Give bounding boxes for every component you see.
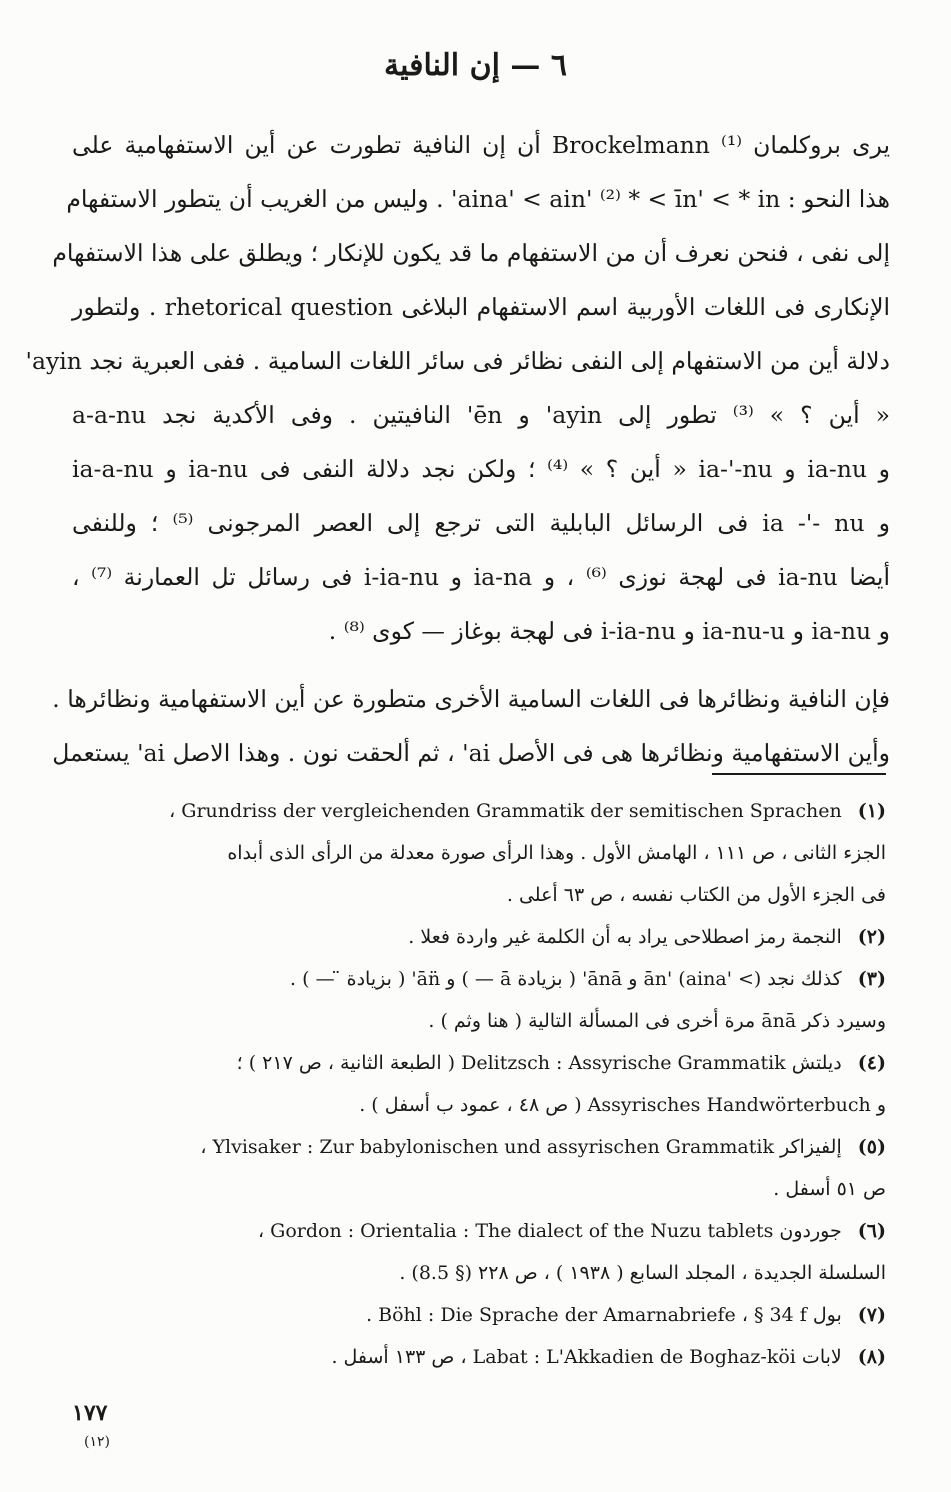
footnote-7 (72, 1294, 886, 1336)
footnote-text: السلسلة الجديدة ، المجلد السابع ( ١٩٣٨ ) ، ص ٢٢٨ (§ 8.5) . (399, 1262, 886, 1284)
footnote-number: (٧) (857, 1304, 886, 1326)
section-title: ٦ — إن النافية (384, 48, 567, 83)
footnote-2 (72, 916, 886, 958)
footnote-number: (٥) (857, 1136, 886, 1158)
footnote-text: بول Böhl : Die Sprache der Amarnabriefe ، § 34 f . (366, 1304, 842, 1326)
footnote-separator (712, 773, 886, 775)
footnote-text: فى الجزء الأول من الكتاب نفسه ، ص ٦٣ أعلى . (506, 884, 886, 906)
footnote-text: ص ٥١ أسفل . (773, 1178, 886, 1200)
footnote-4 (72, 1042, 886, 1126)
text-line: و ia-nu و ia-nu-u و i-ia-nu فى لهجة بوغاز — كوى ⁽⁸⁾ . (328, 617, 890, 645)
footnote-3 (72, 958, 886, 1042)
text-line: إلى نفى ، فنحن نعرف أن من الاستفهام ما قد يكون للإنكار ؛ ويطلق على هذا الاستفهام (52, 239, 890, 267)
footnote-number: (٢) (857, 926, 886, 948)
page-number: ١٧٧ (72, 1400, 108, 1426)
footnote-6 (72, 1210, 886, 1294)
paragraph-2 (52, 672, 890, 780)
footnote-text: جوردون Gordon : Orientalia : The dialect of the Nuzu tablets ، (257, 1220, 842, 1242)
text-line: الإنكارى فى اللغات الأوربية اسم الاستفهام البلاغى rhetorical question . ولتطور (72, 293, 891, 321)
footnote-text: لابات Labat : L'Akkadien de Boghaz-köi ، ص ١٣٣ أسفل . (331, 1346, 842, 1368)
paragraph-1 (25, 118, 891, 658)
footnote-number: (٦) (857, 1220, 886, 1242)
text-line: « أين ؟ » ⁽³⁾ تطور إلى ayin' و ēn' النافيتين . وفى الأكدية نجد a-a-nu (72, 401, 891, 429)
footnote-number: (٤) (857, 1052, 886, 1074)
text-line: هذا النحو : aina' < ain' ⁽²⁾ * < īn' < * in' . وليس من الغريب أن يتطور الاستفهام (66, 185, 890, 213)
footnotes (72, 790, 886, 1378)
footnote-number: (١) (857, 800, 886, 822)
text-line: فإن النافية ونظائرها فى اللغات السامية الأخرى متطورة عن أين الاستفهامية ونظائرها . (52, 685, 890, 713)
body-text (25, 118, 891, 780)
footnote-8 (72, 1336, 886, 1378)
text-line: دلالة أين من الاستفهام إلى النفى نظائر فى سائر اللغات السامية . ففى العبرية نجد ayin' (25, 347, 890, 375)
footnote-text: إلفيزاكر Ylvisaker : Zur babylonischen und assyrischen Grammatik ، (200, 1136, 842, 1158)
footnote-text: النجمة رمز اصطلاحى يراد به أن الكلمة غير واردة فعلا . (408, 926, 842, 948)
text-line: و ia -'- nu فى الرسائل البابلية التى ترجع إلى العصر المرجونى ⁽⁵⁾ ؛ وللنفى (72, 509, 890, 537)
footnote-text: وسيرد ذكر ānā مرة أخرى فى المسألة التالية ( هنا وثم ) . (428, 1010, 886, 1032)
footnote-number: (٣) (857, 968, 886, 990)
footnote-1 (72, 790, 886, 916)
footnote-text: ديلتش Delitzsch : Assyrische Grammatik ( الطبعة الثانية ، ص ٢١٧ ) ؛ (236, 1052, 842, 1074)
signature-mark: (١٢) (84, 1434, 110, 1450)
footnote-text: Grundriss der vergleichenden Grammatik der semitischen Sprachen ، (169, 800, 842, 822)
footnote-number: (٨) (857, 1346, 886, 1368)
text-line: يرى بروكلمان Brockelmann ⁽¹⁾ أن إن النافية تطورت عن أين الاستفهامية على (72, 131, 890, 159)
footnote-text: و Assyrisches Handwörterbuch ( ص ٤٨ ، عمود ب أسفل ) . (359, 1094, 886, 1116)
footnote-text: كذلك نجد ān' (aina' <) و ānā' ( بزيادة ā — ) و ān̈' ( بزيادة ̈ — ) . (290, 968, 842, 990)
text-line: و ia-nu و ia-'-nu « أين ؟ » ⁽⁴⁾ ؛ ولكن نجد دلالة النفى فى ia-nu و ia-a-nu (72, 455, 890, 483)
text-line: أيضا ia-nu فى لهجة نوزى ⁽⁶⁾ ، و ia-na و i-ia-nu فى رسائل تل العمارنة ⁽⁷⁾ ، (72, 563, 890, 591)
text-line: وأين الاستفهامية ونظائرها هى فى الأصل ai' ، ثم ألحقت نون . وهذا الاصل ai' يستعمل (52, 739, 890, 767)
footnote-5 (72, 1126, 886, 1210)
footnote-text: الجزء الثانى ، ص ١١١ ، الهامش الأول . وهذا الرأى صورة معدلة من الرأى الذى أبداه (227, 842, 886, 864)
